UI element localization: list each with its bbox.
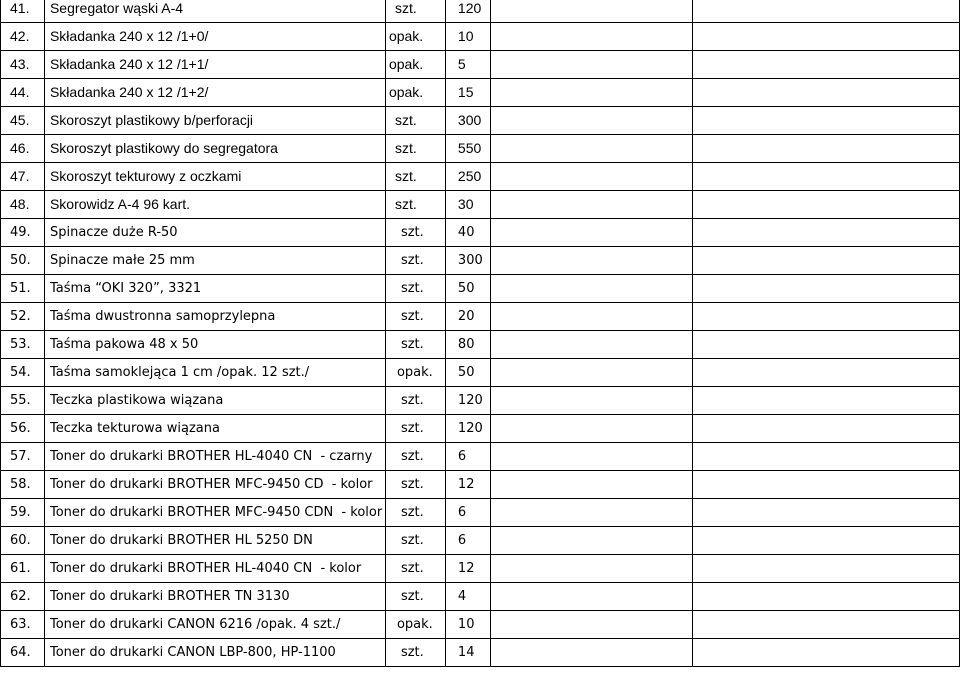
table-row	[1, 555, 960, 583]
unit: szt.	[400, 337, 424, 352]
empty-cell	[490, 443, 692, 471]
empty-cell	[692, 191, 960, 219]
table-row	[1, 471, 960, 499]
unit-cell	[385, 387, 445, 415]
unit-cell	[385, 275, 445, 303]
item-name: Skoroszyt tekturowy z oczkami	[44, 163, 385, 191]
unit: opak.	[388, 28, 424, 44]
empty-cell	[692, 387, 960, 415]
quantity: 30	[445, 191, 490, 219]
table-row	[1, 499, 960, 527]
item-name: Teczka tekturowa wiązana	[44, 415, 385, 443]
table-row	[1, 583, 960, 611]
unit-cell	[385, 23, 445, 51]
table-row	[1, 23, 960, 51]
item-name: Składanka 240 x 12 /1+2/	[44, 79, 385, 107]
unit: szt.	[400, 393, 424, 408]
empty-cell	[490, 415, 692, 443]
quantity: 40	[445, 219, 490, 247]
item-name: Toner do drukarki BROTHER MFC-9450 CDN - kolor	[44, 499, 385, 527]
unit-cell	[385, 107, 445, 135]
empty-cell	[490, 499, 692, 527]
unit-cell	[385, 443, 445, 471]
table-row	[1, 443, 960, 471]
empty-cell	[692, 331, 960, 359]
unit: opak.	[396, 617, 433, 632]
empty-cell	[692, 527, 960, 555]
table-row	[1, 163, 960, 191]
empty-cell	[692, 23, 960, 51]
table-row	[1, 639, 960, 667]
row-number: 51.	[1, 275, 45, 303]
row-number: 60.	[1, 527, 45, 555]
unit-cell	[385, 219, 445, 247]
item-name: Składanka 240 x 12 /1+0/	[44, 23, 385, 51]
item-name: Składanka 240 x 12 /1+1/	[44, 51, 385, 79]
unit: szt.	[400, 561, 424, 576]
row-number: 57.	[1, 443, 45, 471]
table-row	[1, 611, 960, 639]
unit: szt.	[400, 309, 424, 324]
empty-cell	[490, 191, 692, 219]
unit-cell	[385, 51, 445, 79]
unit-cell	[385, 135, 445, 163]
table-row	[1, 135, 960, 163]
row-number: 46.	[1, 135, 45, 163]
empty-cell	[490, 219, 692, 247]
empty-cell	[692, 443, 960, 471]
empty-cell	[692, 79, 960, 107]
empty-cell	[692, 359, 960, 387]
unit: szt.	[400, 281, 424, 296]
quantity: 50	[445, 359, 490, 387]
item-name: Spinacze duże R-50	[44, 219, 385, 247]
unit-cell	[385, 527, 445, 555]
quantity: 15	[445, 79, 490, 107]
empty-cell	[692, 583, 960, 611]
quantity: 6	[445, 527, 490, 555]
empty-cell	[692, 219, 960, 247]
empty-cell	[490, 359, 692, 387]
unit: szt.	[394, 140, 417, 156]
item-name: Skoroszyt plastikowy b/perforacji	[44, 107, 385, 135]
table-row	[1, 79, 960, 107]
unit-cell	[385, 471, 445, 499]
item-name: Toner do drukarki CANON LBP-800, HP-1100	[44, 639, 385, 667]
row-number: 43.	[1, 51, 45, 79]
quantity: 10	[445, 23, 490, 51]
unit: szt.	[400, 477, 424, 492]
quantity: 50	[445, 275, 490, 303]
empty-cell	[692, 471, 960, 499]
item-name: Taśma samoklejąca 1 cm /opak. 12 szt./	[44, 359, 385, 387]
unit: szt.	[400, 505, 424, 520]
table-row	[1, 303, 960, 331]
row-number: 48.	[1, 191, 45, 219]
quantity: 550	[445, 135, 490, 163]
empty-cell	[692, 51, 960, 79]
unit-cell	[385, 555, 445, 583]
empty-cell	[490, 0, 692, 23]
quantity: 120	[445, 0, 490, 23]
unit: szt.	[400, 225, 424, 240]
row-number: 54.	[1, 359, 45, 387]
empty-cell	[692, 275, 960, 303]
table-row	[1, 275, 960, 303]
supplies-table-body	[1, 0, 960, 667]
unit-cell	[385, 359, 445, 387]
empty-cell	[490, 583, 692, 611]
row-number: 55.	[1, 387, 45, 415]
table-row	[1, 359, 960, 387]
empty-cell	[490, 639, 692, 667]
row-number: 53.	[1, 331, 45, 359]
unit: szt.	[394, 196, 417, 212]
row-number: 50.	[1, 247, 45, 275]
unit-cell	[385, 639, 445, 667]
quantity: 120	[445, 387, 490, 415]
empty-cell	[490, 471, 692, 499]
item-name: Teczka plastikowa wiązana	[44, 387, 385, 415]
empty-cell	[692, 0, 960, 23]
empty-cell	[490, 107, 692, 135]
quantity: 12	[445, 555, 490, 583]
unit: szt.	[400, 589, 424, 604]
empty-cell	[490, 51, 692, 79]
unit-cell	[385, 163, 445, 191]
table-row	[1, 191, 960, 219]
row-number: 58.	[1, 471, 45, 499]
empty-cell	[692, 611, 960, 639]
item-name: Toner do drukarki CANON 6216 /opak. 4 szt./	[44, 611, 385, 639]
row-number: 56.	[1, 415, 45, 443]
empty-cell	[490, 275, 692, 303]
empty-cell	[692, 135, 960, 163]
item-name: Toner do drukarki BROTHER TN 3130	[44, 583, 385, 611]
unit-cell	[385, 499, 445, 527]
table-row	[1, 0, 960, 23]
empty-cell	[692, 107, 960, 135]
unit-cell	[385, 247, 445, 275]
quantity: 20	[445, 303, 490, 331]
empty-cell	[692, 247, 960, 275]
unit-cell	[385, 611, 445, 639]
row-number: 62.	[1, 583, 45, 611]
table-row	[1, 415, 960, 443]
empty-cell	[490, 163, 692, 191]
table-row	[1, 387, 960, 415]
empty-cell	[490, 331, 692, 359]
empty-cell	[490, 79, 692, 107]
empty-cell	[692, 555, 960, 583]
unit-cell	[385, 303, 445, 331]
table-row	[1, 107, 960, 135]
unit: opak.	[388, 84, 424, 100]
unit-cell	[385, 0, 445, 23]
quantity: 250	[445, 163, 490, 191]
unit-cell	[385, 415, 445, 443]
unit: szt.	[400, 421, 424, 436]
row-number: 52.	[1, 303, 45, 331]
quantity: 14	[445, 639, 490, 667]
unit: szt.	[394, 0, 417, 16]
quantity: 12	[445, 471, 490, 499]
empty-cell	[490, 23, 692, 51]
row-number: 42.	[1, 23, 45, 51]
empty-cell	[692, 415, 960, 443]
row-number: 63.	[1, 611, 45, 639]
unit: szt.	[400, 645, 424, 660]
unit-cell	[385, 583, 445, 611]
table-row	[1, 51, 960, 79]
item-name: Skoroszyt plastikowy do segregatora	[44, 135, 385, 163]
item-name: Taśma pakowa 48 x 50	[44, 331, 385, 359]
quantity: 4	[445, 583, 490, 611]
empty-cell	[490, 303, 692, 331]
empty-cell	[490, 555, 692, 583]
quantity: 10	[445, 611, 490, 639]
empty-cell	[490, 247, 692, 275]
row-number: 45.	[1, 107, 45, 135]
empty-cell	[692, 163, 960, 191]
unit-cell	[385, 79, 445, 107]
item-name: Toner do drukarki BROTHER HL 5250 DN	[44, 527, 385, 555]
quantity: 120	[445, 415, 490, 443]
item-name: Toner do drukarki BROTHER MFC-9450 CD - kolor	[44, 471, 385, 499]
empty-cell	[692, 639, 960, 667]
unit-cell	[385, 191, 445, 219]
item-name: Taśma “OKI 320”, 3321	[44, 275, 385, 303]
quantity: 80	[445, 331, 490, 359]
empty-cell	[490, 135, 692, 163]
item-name: Skorowidz A-4 96 kart.	[44, 191, 385, 219]
row-number: 47.	[1, 163, 45, 191]
table-row	[1, 331, 960, 359]
item-name: Spinacze małe 25 mm	[44, 247, 385, 275]
empty-cell	[490, 387, 692, 415]
unit: opak.	[388, 56, 424, 72]
quantity: 5	[445, 51, 490, 79]
unit-cell	[385, 331, 445, 359]
table-row	[1, 527, 960, 555]
empty-cell	[490, 527, 692, 555]
empty-cell	[490, 611, 692, 639]
unit: szt.	[394, 168, 417, 184]
row-number: 59.	[1, 499, 45, 527]
unit: szt.	[400, 533, 424, 548]
item-name: Toner do drukarki BROTHER HL-4040 CN - kolor	[44, 555, 385, 583]
unit: szt.	[394, 112, 417, 128]
item-name: Toner do drukarki BROTHER HL-4040 CN - czarny	[44, 443, 385, 471]
empty-cell	[692, 499, 960, 527]
row-number: 61.	[1, 555, 45, 583]
unit: szt.	[400, 253, 424, 268]
row-number: 49.	[1, 219, 45, 247]
quantity: 6	[445, 443, 490, 471]
quantity: 300	[445, 107, 490, 135]
empty-cell	[692, 303, 960, 331]
table-row	[1, 247, 960, 275]
quantity: 6	[445, 499, 490, 527]
unit: szt.	[400, 449, 424, 464]
table-row	[1, 219, 960, 247]
row-number: 41.	[1, 0, 45, 23]
item-name: Taśma dwustronna samoprzylepna	[44, 303, 385, 331]
item-name: Segregator wąski A-4	[44, 0, 385, 23]
quantity: 300	[445, 247, 490, 275]
unit: opak.	[396, 365, 433, 380]
row-number: 64.	[1, 639, 45, 667]
row-number: 44.	[1, 79, 45, 107]
